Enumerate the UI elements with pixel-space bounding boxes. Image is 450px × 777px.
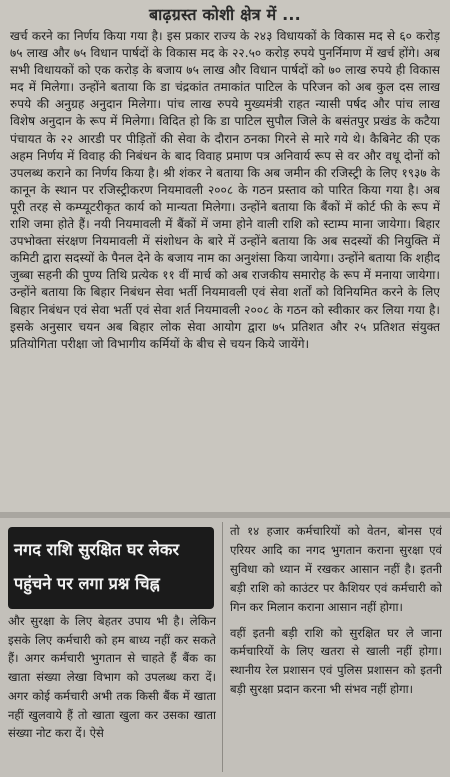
right-column-paragraph-1: तो १४ हजार कर्मचारियों को वेतन, बोनस एवं एरियर आदि का नगद भुगतान कराना सुरक्षा एवं सुविधा को ध्यान में रखकर आसान नहीं है। इतनी बड़ी राशि को काउंटर पर कैशियर एवं कर्मचारी को गिन कर मिलान कराना आसान नहीं होगा। bbox=[230, 524, 442, 614]
article-body-text: खर्च करने का निर्णय किया गया है। इस प्रकार राज्य के २४३ विधायकों के विकास मद से ६० करोड़ ७५ लाख और ७५ विधान पार्षदों के विकास मद के २२.५० करोड़ रुपये पुनर्निमाण में खर्च होंगे। अब सभी विधायकों को एक करोड़ के बजाय ७५ लाख और विधान पार्षदों को ७० लाख रुपये ही विकास मद में मिलेगा। उन्होंने बताया कि डा चंद्रकांत तमाकांत पाटिल के परिजन को अब कुल दस लाख रुपये की अनुग्रह अनुदान मिलेगा। पांच लाख रुपये मुख्यमंत्री राहत न्यासी पर्षद और पांच लाख विशेष अनुदान के रूप में मिलेगा। विदित हो कि डा पाटिल सुपौल जिले के बसंतपुर प्रखंड के कटैया पंचायत के २२ आरडी पर पीड़ितों की सेवा के दौरान ठनका गिरने से मारे गये थे। कैबिनेट की एक अहम निर्णय में विवाह की निबंधन के बाद विवाह प्रमाण पत्र अनिवार्य रूप से वर और वधू दोनों को उपलब्ध कराने का निर्णय किया है। श्री शंकर ने बताया कि अब जमीन की रजिस्ट्री के लिए १९३७ के कानून के स्थान पर रजिस्ट्रीकरण नियमावली २००८ के गठन प्रस्ताव को पारित किया गया है। अब पूरी तरह से कम्प्यूटरीकृत कार्य को मान्यता मिलेगा। उन्होंने बताया कि बैंकों में कोर्ट फी के रूप में राशि जमा होते हैं। नयी नियमावली में बैंकों में जमा होने वाली राशि को स्टाम्प माना जायेगा। बिहार उपभोक्ता संरक्षण नियमावली में संशोधन के बारे में उन्होंने बताया कि अब सदस्यों की नियुक्ति में कमिटी द्वारा सदस्यों के पैनल देने के बजाय नाम का अनुशंसा किया जायेगा। उन्होंने बताया कि शहीद जुब्बा सहनी की पुण्य तिथि प्रत्येक ११ वीं मार्च को अब राजकीय समारोह के रूप में मनाया जायेगा। उन्होंने बताया कि बिहार निबंधन सेवा भर्ती नियमावली एवं सेवा शर्तों को विनियमित करने के लिए बिहार निबंधन एवं सेवा भर्ती एवं सेवा शर्त नियमावली २००८ के गठन को स्वीकार कर लिया गया है। इसके अनुसार चयन अब बिहार लोक सेवा आयोग द्वारा ७५ प्रतिशत और २५ प्रतिशत संयुक्त प्रतियोगिता परीक्षा जो विभागीय कर्मियों के बीच से चयन किये जायेंगे। bbox=[10, 29, 440, 351]
right-column-paragraph-2: वहीं इतनी बड़ी राशि को सुरक्षित घर ले जाना कर्मचारियों के लिए खतरा से खाली नहीं होगा। स्थानीय रेल प्रशासन एवं पुलिस प्रशासन को इतनी बड़ी सुरक्षा प्रदान करना भी संभव नहीं होगा। bbox=[230, 625, 442, 697]
side-article-right-column bbox=[230, 522, 442, 777]
article-headline: बाढ़ग्रस्त कोशी क्षेत्र में ... bbox=[149, 5, 301, 24]
column-separator bbox=[222, 522, 223, 772]
article-body bbox=[10, 28, 440, 508]
side-article-left-column bbox=[8, 612, 216, 777]
left-column-text: और सुरक्षा के लिए बेहतर उपाय भी है। लेकिन इसके लिए कर्मचारी को हम बाध्य नहीं कर सकते हैं। अगर कर्मचारी भुगतान से चाहते हैं बैंक का खाता संख्या लेखा विभाग को उपलब्ध करा दें। अगर कोई कर्मचारी अभी तक किसी बैंक में खाता नहीं खुलवाये हैं तो खाता खुला कर उसका खाता संख्या नोट करा दें। ऐसे bbox=[8, 614, 216, 741]
side-article-headline: नगद राशि सुरक्षित घर लेकर पहुंचने पर लगा प्रश्न चिह्न bbox=[14, 540, 180, 593]
